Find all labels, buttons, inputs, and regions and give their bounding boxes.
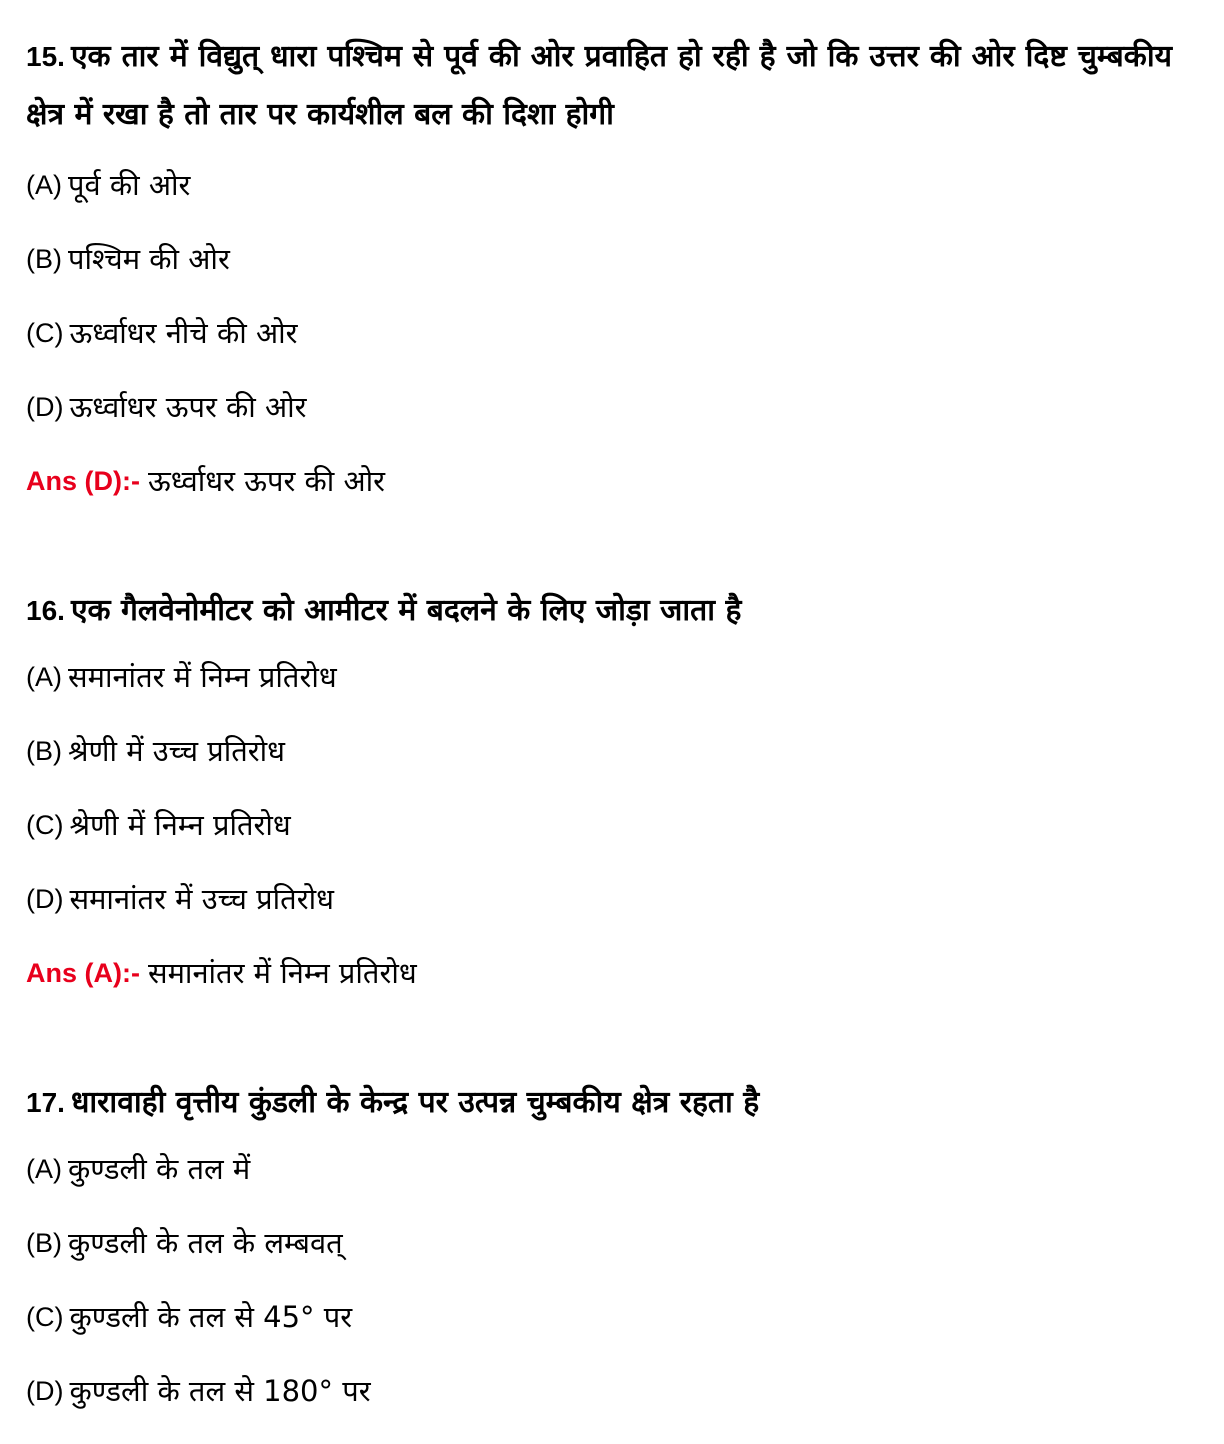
option-text: कुण्डली के तल में (68, 1152, 251, 1186)
question-number: 17. (26, 1087, 65, 1118)
question-body: एक गैलवेनोमीटर को आमीटर में बदलने के लिए जोड़ा जाता है (70, 593, 742, 628)
option-letter: (A) (26, 170, 62, 200)
option-d (26, 1354, 1172, 1428)
option-d (26, 370, 1172, 444)
option-text: श्रेणी में उच्च प्रतिरोध (68, 734, 285, 768)
answer-text: समानांतर में निम्न प्रतिरोध (147, 956, 417, 990)
spacer (26, 1010, 1172, 1074)
answer-label: Ans (A):- (26, 958, 140, 988)
question-body: एक तार में विद्युत् धारा पश्चिम से पूर्व की ओर प्रवाहित हो रही है जो कि उत्तर की ओर दिष्ट चुम्बकीय क्षेत्र में रखा है तो तार पर कार्यशील बल की दिशा होगी (26, 39, 1172, 132)
question-number: 16. (26, 595, 65, 626)
option-letter: (C) (26, 318, 64, 348)
option-text: समानांतर में उच्च प्रतिरोध (69, 882, 334, 916)
option-b (26, 222, 1172, 296)
option-d (26, 862, 1172, 936)
question-text (26, 1074, 1172, 1132)
option-text: पूर्व की ओर (68, 168, 191, 202)
answer-line (26, 444, 1172, 518)
option-letter: (A) (26, 1154, 62, 1184)
option-a (26, 640, 1172, 714)
option-text: कुण्डली के तल से 45° पर (69, 1300, 353, 1334)
option-a (26, 1132, 1172, 1206)
option-a (26, 148, 1172, 222)
option-letter: (B) (26, 1228, 62, 1258)
option-c (26, 788, 1172, 862)
option-b (26, 714, 1172, 788)
option-text: ऊर्ध्वाधर ऊपर की ओर (69, 390, 307, 424)
question-body: धारावाही वृत्तीय कुंडली के केन्द्र पर उत्पन्न चुम्बकीय क्षेत्र रहता है (70, 1085, 760, 1120)
option-letter: (B) (26, 736, 62, 766)
option-text: श्रेणी में निम्न प्रतिरोध (69, 808, 291, 842)
option-b (26, 1206, 1172, 1280)
question-text (26, 582, 1172, 640)
spacer (26, 518, 1172, 582)
option-letter: (A) (26, 662, 62, 692)
question-15 (26, 28, 1172, 518)
option-c (26, 296, 1172, 370)
option-text: कुण्डली के तल के लम्बवत् (68, 1226, 343, 1260)
question-17 (26, 1074, 1172, 1428)
options-list (26, 1132, 1172, 1428)
option-text: कुण्डली के तल से 180° पर (69, 1374, 371, 1408)
option-letter: (B) (26, 244, 62, 274)
option-text: ऊर्ध्वाधर नीचे की ओर (69, 316, 298, 350)
question-text (26, 28, 1172, 144)
answer-line (26, 936, 1172, 1010)
question-16 (26, 582, 1172, 1010)
answer-text: ऊर्ध्वाधर ऊपर की ओर (147, 464, 386, 498)
option-letter: (D) (26, 1376, 64, 1406)
question-number: 15. (26, 41, 65, 72)
option-letter: (C) (26, 1302, 64, 1332)
option-c (26, 1280, 1172, 1354)
options-list (26, 148, 1172, 444)
answer-label: Ans (D):- (26, 466, 140, 496)
options-list (26, 640, 1172, 936)
option-text: समानांतर में निम्न प्रतिरोध (68, 660, 337, 694)
option-letter: (D) (26, 884, 64, 914)
option-text: पश्चिम की ओर (68, 242, 230, 276)
option-letter: (C) (26, 810, 64, 840)
option-letter: (D) (26, 392, 64, 422)
